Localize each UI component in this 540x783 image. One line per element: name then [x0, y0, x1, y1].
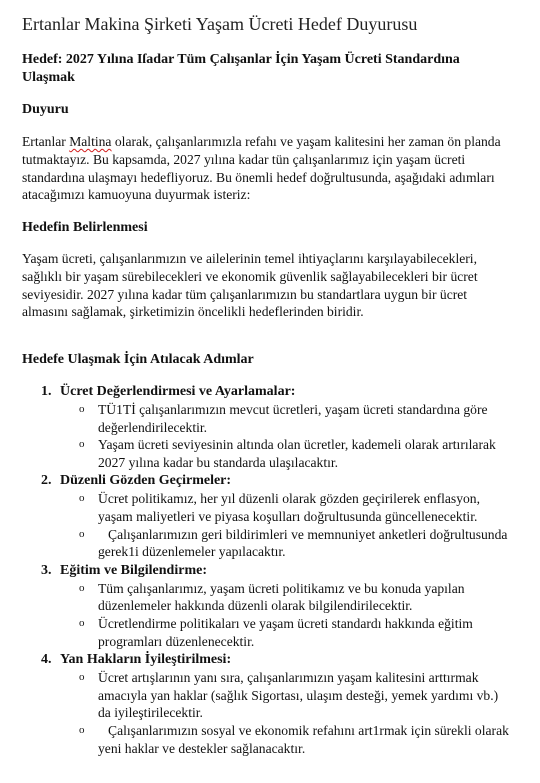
step-title: Düzenli Gözden Geçirmeler:: [60, 473, 232, 489]
sub-item-text: Ücret artışlarının yanı sıra, çalışanlarımızın yaşam kalitesini arttırmak amacıyla yan haklar (sağlık Sigortası, ulaşım desteği, yemek yardımı vb.) da iyileştirilecektir.: [98, 670, 499, 721]
bullet-icon: o: [79, 723, 85, 736]
step-item: [22, 651, 512, 757]
sub-item-text: Tüm çalışanlarımız, yaşam ücreti politikamız ve bu konuda yapılan düzenlemeler hakkında düzenli olarak bilgilendirilecektir.: [98, 580, 465, 614]
sub-item-text: TÜ1Tİ çalışanlarımızın mevcut ücretleri, yaşam ücreti standardına göre değerlendirilecektir.: [98, 402, 488, 435]
misspelled-word: Maltina: [69, 134, 112, 149]
sub-item-text: Çalışanlarımızın sosyal ve ekonomik refahını art1rmak için sürekli olarak yeni haklar ve destekler sağlanacaktır.: [98, 722, 509, 756]
definition-paragraph: Yaşam ücreti, çalışanlarımızın ve ailelerinin temel ihtiyaçlarını karşılayabilecekleri, sağlıklı bir yaşam sürebilecekleri ve ekonomik güvenlik sağlayabilecekleri bir ücret seviyesidir. 2027 yılına kadar tüm çalışanlarımızın bu standartlara uygun bir ücret almasını sağlamak, şirketimizin öncelikli hedeflerinden biridir.: [22, 251, 478, 320]
bullet-icon: o: [79, 616, 85, 629]
bullet-icon: o: [79, 492, 85, 505]
sub-item: [22, 436, 512, 471]
step-item: [22, 383, 512, 471]
announcement-heading: Duyuru: [22, 102, 69, 117]
sub-item: [22, 401, 512, 436]
sub-item-text: Çalışanlarımızın geri bildirimleri ve memnuniyet anketleri doğrultusunda gerek1i düzenlemeler yapılacaktır.: [98, 526, 508, 560]
step-number: 2.: [41, 473, 52, 489]
step-item: [22, 472, 512, 560]
bullet-icon: o: [79, 403, 85, 415]
bullet-icon: o: [79, 581, 85, 594]
step-title: Eğitim ve Bilgilendirme:: [60, 562, 207, 578]
step-number: 3.: [41, 562, 52, 578]
document-title: Ertanlar Makina Şirketi Yaşam Ücreti Hedef Duyurusu: [22, 14, 418, 34]
step-title: Yan Hakların İyileştirilmesi:: [60, 652, 232, 668]
sub-item-text: Yaşam ücreti seviyesinin altında olan ücretler, kademeli olarak artırılarak 2027 yılına kadar bu standarda ulaşılacaktır.: [98, 437, 496, 470]
definition-heading: Hedefin Belirlenmesi: [22, 220, 148, 235]
intro-company-start: Ertanlar: [22, 134, 70, 149]
bullet-icon: o: [79, 671, 85, 684]
sub-item-text: Ücretlendirme politikaları ve yaşam ücreti standardı hakkında eğitim programları düzenlenecektir.: [98, 615, 473, 649]
sub-item: [22, 580, 512, 615]
sub-item: [22, 490, 512, 525]
step-number: 1.: [41, 384, 52, 399]
bullet-icon: o: [79, 527, 85, 540]
sub-item: [22, 722, 512, 757]
steps-heading: Hedefe Ulaşmak İçin Atılacak Adımlar: [22, 352, 254, 367]
intro-paragraph: [22, 133, 506, 204]
sub-item-text: Ücret politikamız, her yıl düzenli olarak gözden geçirilerek enflasyon, yaşam maliyetleri ve piyasa koşulları doğrultusunda güncellenecektir.: [98, 491, 480, 524]
step-title: Ücret Değerlendirmesi ve Ayarlamalar:: [60, 384, 296, 399]
steps-list: [22, 383, 512, 757]
bullet-icon: o: [79, 438, 85, 451]
sub-item: [22, 526, 512, 561]
goal-heading: Hedef: 2027 Yılına Iſadar Tüm Çalışanlar İçin Yaşam Ücreti Standardına Ulaşmak: [22, 52, 460, 85]
sub-item: [22, 615, 512, 650]
intro-text: olarak, çalışanlarımızla refahı ve yaşam kalitesini her zaman ön planda tutmaktayız. Bu kapsamda, 2027 yılına kadar tün çalışanlarımız için yaşam ücreti standardına ulaşmayı hedefliyoruz. Bu önemli hedef doğrultusunda, aşağıdaki adımları atacağımızı kamuoyuna duyurmak isteriz:: [22, 134, 501, 203]
step-item: [22, 562, 512, 650]
step-number: 4.: [41, 652, 52, 668]
sub-item: [22, 669, 512, 722]
